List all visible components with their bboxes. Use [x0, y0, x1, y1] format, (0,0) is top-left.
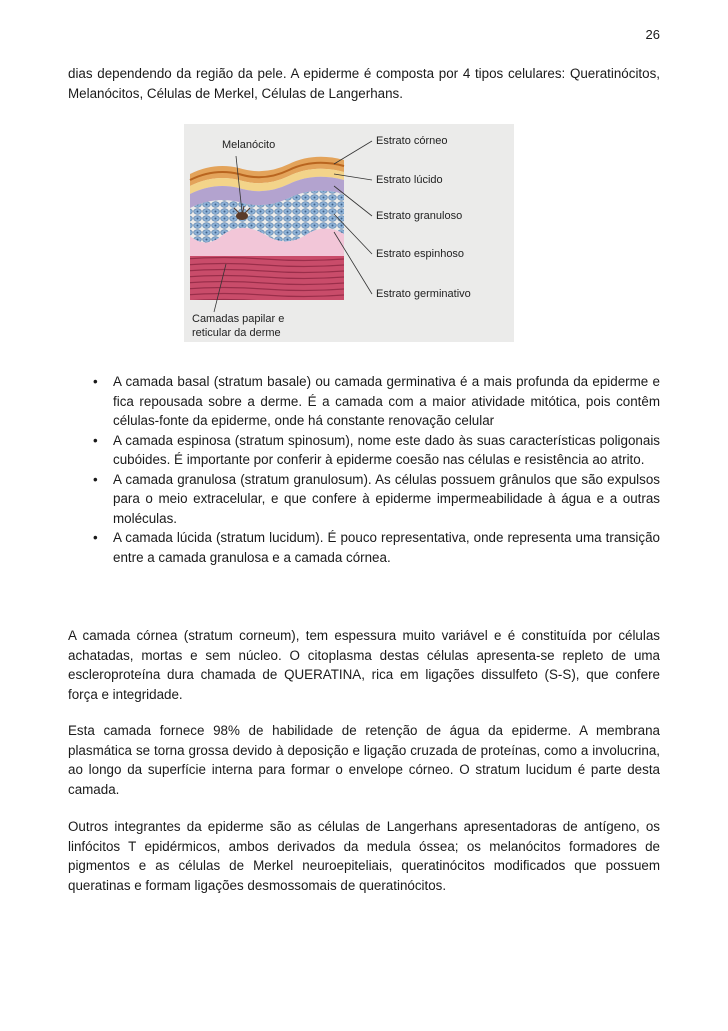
list-item-text: A camada espinosa (stratum spinosum), nome este dado às suas características poligonais cubóides. É importante por conferir à epiderme coesão nas células e resistência ao atrito. — [113, 432, 660, 467]
list-item — [68, 372, 660, 431]
epidermis-layers-list — [68, 372, 660, 567]
list-item — [68, 470, 660, 529]
paragraph-retencao-agua: Esta camada fornece 98% de habilidade de retenção de água da epiderme. A membrana plasmática se torna grossa devido à deposição e ligação cruzada de proteínas, como a involucrina, ao longo da superfície interna para formar o envelope córneo. O stratum lucidum é parte desta camada. — [68, 723, 660, 797]
epidermis-layers-figure — [184, 124, 514, 342]
label-estrato-germinativo: Estrato germinativo — [376, 288, 471, 300]
list-item-text: A camada lúcida (stratum lucidum). É pouco representativa, onde representa uma transição entre a camada granulosa e a camada córnea. — [113, 530, 660, 565]
list-item-text: A camada granulosa (stratum granulosum). As células possuem grânulos que são expulsos para o meio extracelular, e que confere à epiderme impermeabilidade à água e a outras moléculas. — [113, 471, 660, 526]
reticular-fibers — [190, 256, 344, 300]
paragraph-camada-cornea: A camada córnea (stratum corneum), tem espessura muito variável e é constituída por células achatadas, mortas e sem núcleo. O citoplasma destas células apresenta-se repleto de uma escleroproteína dura chamada de QUERATINA, rica em ligações dissulfeto (S-S), que confere força e integridade. — [68, 628, 660, 702]
paragraph-outros-integrantes: Outros integrantes da epiderme são as células de Langerhans apresentadoras de antígeno, os linfócitos T epidérmicos, ambos derivados da medula óssea; os melanócitos formadores de pigmentos e as células de Merkel neuroepiteliais, queratinócitos modificados que possuem queratinas e formam ligações desmossomais de queratinócitos. — [68, 819, 660, 893]
label-melanocito: Melanócito — [222, 139, 276, 151]
page-number: 26 — [645, 27, 660, 42]
label-estrato-granuloso: Estrato granuloso — [376, 210, 463, 222]
bullet-icon: • — [93, 471, 98, 487]
bullet-icon: • — [93, 374, 98, 389]
label-estrato-corneo: Estrato córneo — [376, 135, 448, 147]
label-estrato-lucido: Estrato lúcido — [376, 174, 443, 186]
list-item — [68, 528, 660, 567]
label-derme-line2: reticular da derme — [192, 327, 281, 339]
bullet-icon: • — [93, 530, 98, 545]
label-derme-line1: Camadas papilar e — [192, 313, 285, 325]
list-item-text: A camada basal (stratum basale) ou camada germinativa é a mais profunda da epiderme e fica repousada sobre a derme. É a camada com a maior atividade mitótica, pois contêm células-fonte da epiderme, onde há constante renovação celular — [113, 374, 660, 428]
epidermis-diagram — [184, 124, 514, 342]
bullet-icon: • — [93, 432, 98, 448]
list-item — [68, 431, 660, 470]
intro-paragraph: dias dependendo da região da pele. A epiderme é composta por 4 tipos celulares: Queratinócitos, Melanócitos, Células de Merkel, Células de Langerhans. — [68, 66, 660, 101]
label-estrato-espinhoso: Estrato espinhoso — [376, 248, 465, 260]
